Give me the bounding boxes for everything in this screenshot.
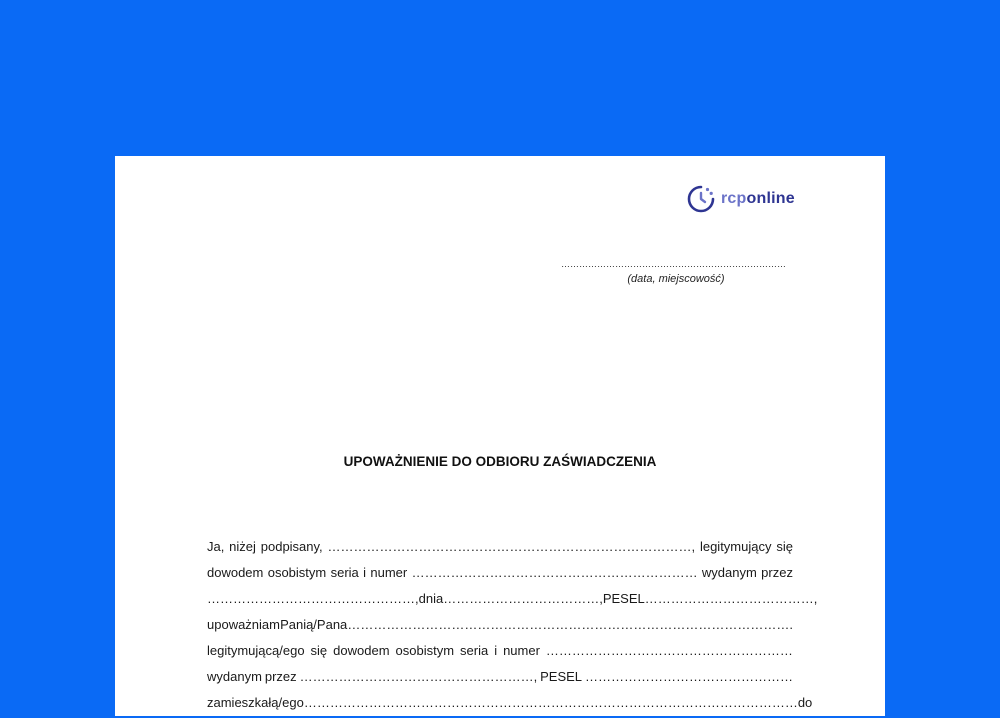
body-line bbox=[207, 588, 818, 614]
body-word: legitymujący bbox=[699, 539, 772, 554]
body-word: seria bbox=[330, 565, 359, 580]
body-word: zamieszkałą/ego bbox=[207, 695, 304, 710]
logo-text-online: online bbox=[746, 190, 795, 207]
date-place-caption: (data, miejscowość) bbox=[627, 273, 725, 285]
body-word: numer bbox=[370, 565, 408, 580]
body-word: legitymującą/ego bbox=[207, 643, 305, 658]
body-word: podpisany, bbox=[260, 539, 323, 554]
logo-text-rcp: rcp bbox=[721, 190, 747, 207]
body-word: PESEL bbox=[540, 669, 583, 684]
body-line bbox=[207, 614, 793, 640]
fill-in-field[interactable]: ………………………………………………, bbox=[299, 669, 538, 684]
body-word: Panią/Pana bbox=[280, 617, 348, 632]
body-word: dowodem bbox=[207, 565, 264, 580]
body-word: seria bbox=[460, 643, 489, 658]
fill-in-field[interactable]: …………………………………………, bbox=[207, 591, 419, 606]
body-word: osobistym bbox=[395, 643, 455, 658]
fill-in-field[interactable]: ………………………………………… bbox=[584, 669, 793, 684]
document-page bbox=[115, 156, 885, 716]
body-line bbox=[207, 536, 793, 562]
body-word: PESEL bbox=[602, 591, 645, 606]
logo-text bbox=[721, 191, 795, 207]
body-word: i bbox=[363, 565, 367, 580]
body-word: przez bbox=[264, 669, 297, 684]
body-line bbox=[207, 666, 793, 692]
date-place-field[interactable]: ………………………………………………………………… bbox=[561, 259, 786, 269]
fill-in-field[interactable]: …………………………………………………………………………………………………… bbox=[303, 695, 798, 710]
body-word: numer bbox=[503, 643, 540, 658]
body-word: niżej bbox=[229, 539, 256, 554]
body-word: dnia bbox=[418, 591, 444, 606]
fill-in-field[interactable]: …………………………………………………………………………………………. bbox=[347, 617, 793, 632]
fill-in-field[interactable]: ………………………………………………… bbox=[545, 643, 793, 658]
fill-in-field[interactable]: …………………………………, bbox=[644, 591, 818, 606]
body-word: wydanym bbox=[207, 669, 262, 684]
fill-in-field[interactable]: ………………………………………………………… bbox=[411, 565, 698, 580]
body-word: i bbox=[494, 643, 498, 658]
body-word: upoważniam bbox=[207, 617, 280, 632]
body-word: się bbox=[310, 643, 328, 658]
fill-in-field[interactable]: …………………………………………………………………………, bbox=[327, 539, 696, 554]
fill-in-field[interactable]: ………………………………, bbox=[443, 591, 603, 606]
body-word: do bbox=[797, 695, 813, 710]
body-word: dowodem bbox=[333, 643, 390, 658]
authorization-body bbox=[207, 536, 818, 718]
clock-icon bbox=[687, 185, 715, 213]
body-line bbox=[207, 562, 793, 588]
body-word: się bbox=[776, 539, 793, 554]
body-word: przez bbox=[761, 565, 793, 580]
rcponline-logo bbox=[687, 185, 795, 213]
body-line bbox=[207, 692, 813, 718]
body-line bbox=[207, 640, 793, 666]
body-word: Ja, bbox=[207, 539, 225, 554]
body-word: wydanym bbox=[701, 565, 757, 580]
document-title: UPOWAŻNIENIE DO ODBIORU ZAŚWIADCZENIA bbox=[343, 454, 657, 469]
body-word: osobistym bbox=[267, 565, 327, 580]
